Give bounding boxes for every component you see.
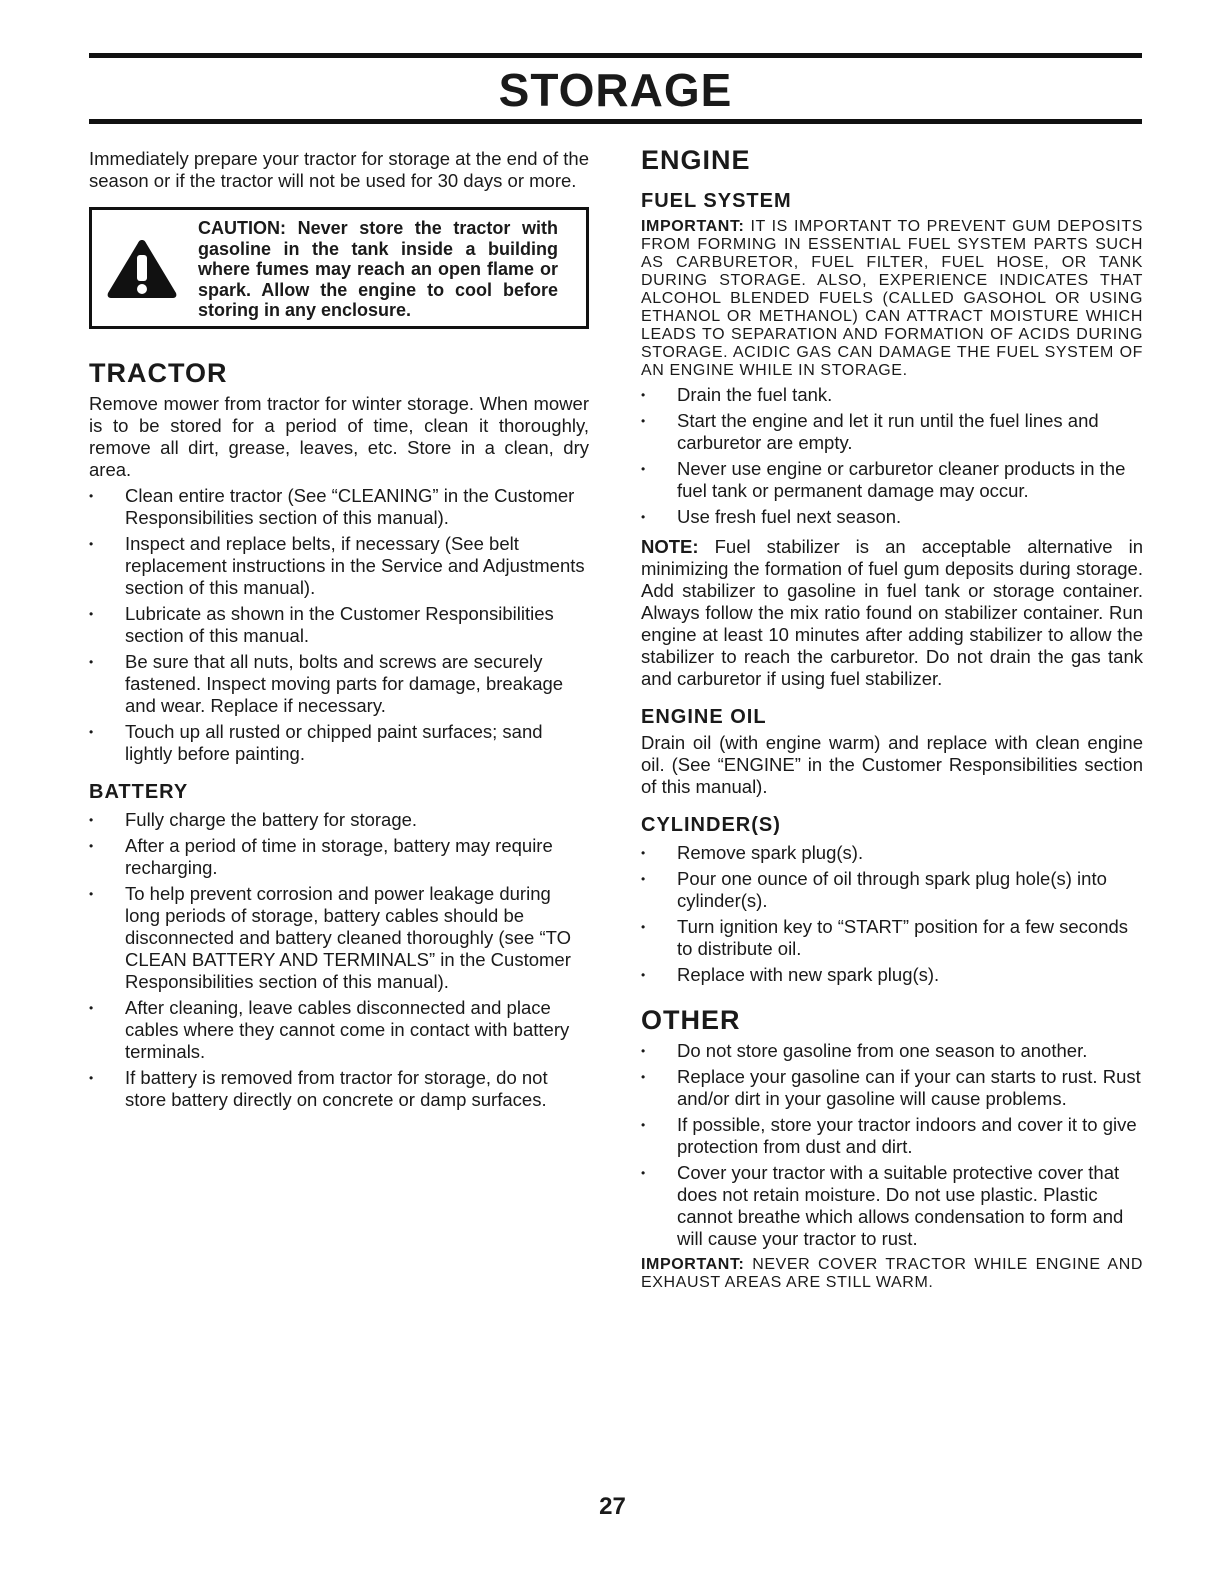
important-text: NEVER COVER TRACTOR WHILE ENGINE AND EXHAUST AREAS ARE STILL WARM. [641,1256,1144,1291]
list-item: • Start the engine and let it run until the fuel lines and carburetor are empty. [641,410,1143,454]
fuel-system-heading: FUEL SYSTEM [641,190,792,212]
list-item: • Pour one ounce of oil through spark plug hole(s) into cylinder(s). [641,868,1143,912]
important-label: IMPORTANT: [641,218,745,235]
engine-heading: ENGINE [641,145,751,175]
fuel-important-paragraph [641,218,1143,380]
list-item: • To help prevent corrosion and power leakage during long periods of storage, battery cables should be disconnected and battery cleaned thoroughly (see “TO CLEAN BATTERY AND TERMINALS” in the Customer Responsibilities section of this manual). [89,883,589,993]
list-item: • Fully charge the battery for storage. [89,809,589,831]
list-item: • After a period of time in storage, battery may require recharging. [89,835,589,879]
important-label: IMPORTANT: [641,1256,745,1273]
fuel-bullet-list [641,384,1143,528]
important-text: IT IS IMPORTANT TO PREVENT GUM DEPOSITS FROM FORMING IN ESSENTIAL FUEL SYSTEM PARTS SUCH AS CARBURETOR, FUEL FILTER, FUEL HOSE, OR TANK DURING STORAGE. ALSO, EXPERIENCE INDICATES THAT ALCOHOL BLENDED FUELS (CALLED GASOHOL OR USING ETHANOL OR METHANOL) CAN ATTRACT MOISTURE WHICH LEADS TO SEPARATION AND FORMATION OF ACIDS DURING STORAGE. ACIDIC GAS CAN DAMAGE THE FUEL SYSTEM OF AN ENGINE WHILE IN STORAGE. [641,218,1143,379]
list-item: • Be sure that all nuts, bolts and screws are securely fastened. Inspect moving parts for damage, breakage and wear. Replace if necessary. [89,651,589,717]
note-paragraph [641,536,1143,690]
list-item: • Do not store gasoline from one season to another. [641,1040,1143,1062]
other-bullet-list [641,1040,1143,1250]
list-item: • Clean entire tractor (See “CLEANING” in the Customer Responsibilities section of this manual). [89,485,589,529]
list-item: • Never use engine or carburetor cleaner products in the fuel tank or permanent damage may occur. [641,458,1143,502]
tractor-paragraph: Remove mower from tractor for winter storage. When mower is to be stored for a period of time, clean it thoroughly, remove all dirt, grease, leaves, etc. Store in a clean, dry area. [89,393,589,480]
page-number: 27 [599,1493,626,1520]
cylinders-heading: CYLINDER(S) [641,814,781,836]
engine-oil-heading: ENGINE OIL [641,706,767,728]
note-text: Fuel stabilizer is an acceptable alternative in minimizing the formation of fuel gum deposits during storage. Add stabilizer to gasoline in fuel tank or storage container. Always follow the mix ratio found on stabilizer container. Run engine at least 10 minutes after adding stabilizer to allow the stabilizer to reach the carburetor. Do not drain the gas tank and carburetor if using fuel stabilizer. [641,536,1144,689]
other-important-paragraph [641,1256,1143,1292]
tractor-bullet-list [89,485,589,765]
list-item: • Inspect and replace belts, if necessary (See belt replacement instructions in the Service and Adjustments section of this manual). [89,533,589,599]
tractor-heading: TRACTOR [89,358,228,388]
list-item: • Cover your tractor with a suitable protective cover that does not retain moisture. Do not use plastic. Plastic cannot breathe which allows condensation to form and will cause your tractor to rust. [641,1162,1143,1250]
engine-oil-paragraph: Drain oil (with engine warm) and replace with clean engine oil. (See “ENGINE” in the Customer Responsibilities section of this manual). [641,732,1143,797]
battery-bullet-list [89,809,589,1111]
list-item: • Drain the fuel tank. [641,384,1143,406]
cylinders-bullet-list [641,842,1143,986]
list-item: • If battery is removed from tractor for storage, do not store battery directly on concrete or damp surfaces. [89,1067,589,1111]
top-rule [89,53,1142,58]
title-bottom-rule [89,119,1142,124]
page-title: STORAGE [498,64,733,116]
other-heading: OTHER [641,1005,741,1035]
caution-text: CAUTION: Never store the tractor with gasoline in the tank inside a building where fumes may reach an open flame or spark. Allow the engine to cool before storing in any enclosure. [198,218,558,320]
list-item: • Replace with new spark plug(s). [641,964,1143,986]
right-column [641,145,1144,1292]
left-column [89,148,589,1111]
intro-paragraph: Immediately prepare your tractor for storage at the end of the season or if the tractor will not be used for 30 days or more. [89,148,589,191]
list-item: • Lubricate as shown in the Customer Responsibilities section of this manual. [89,603,589,647]
list-item: • After cleaning, leave cables disconnected and place cables where they cannot come in contact with battery terminals. [89,997,589,1063]
list-item: • Use fresh fuel next season. [641,506,1143,528]
battery-heading: BATTERY [89,781,189,803]
caution-box [89,207,589,329]
note-label: NOTE: [641,536,699,557]
warning-triangle-icon [106,238,178,300]
list-item: • Touch up all rusted or chipped paint surfaces; sand lightly before painting. [89,721,589,765]
list-item: • Replace your gasoline can if your can starts to rust. Rust and/or dirt in your gasoline will cause problems. [641,1066,1143,1110]
list-item: • Turn ignition key to “START” position for a few seconds to distribute oil. [641,916,1143,960]
list-item: • Remove spark plug(s). [641,842,1143,864]
list-item: • If possible, store your tractor indoors and cover it to give protection from dust and dirt. [641,1114,1143,1158]
